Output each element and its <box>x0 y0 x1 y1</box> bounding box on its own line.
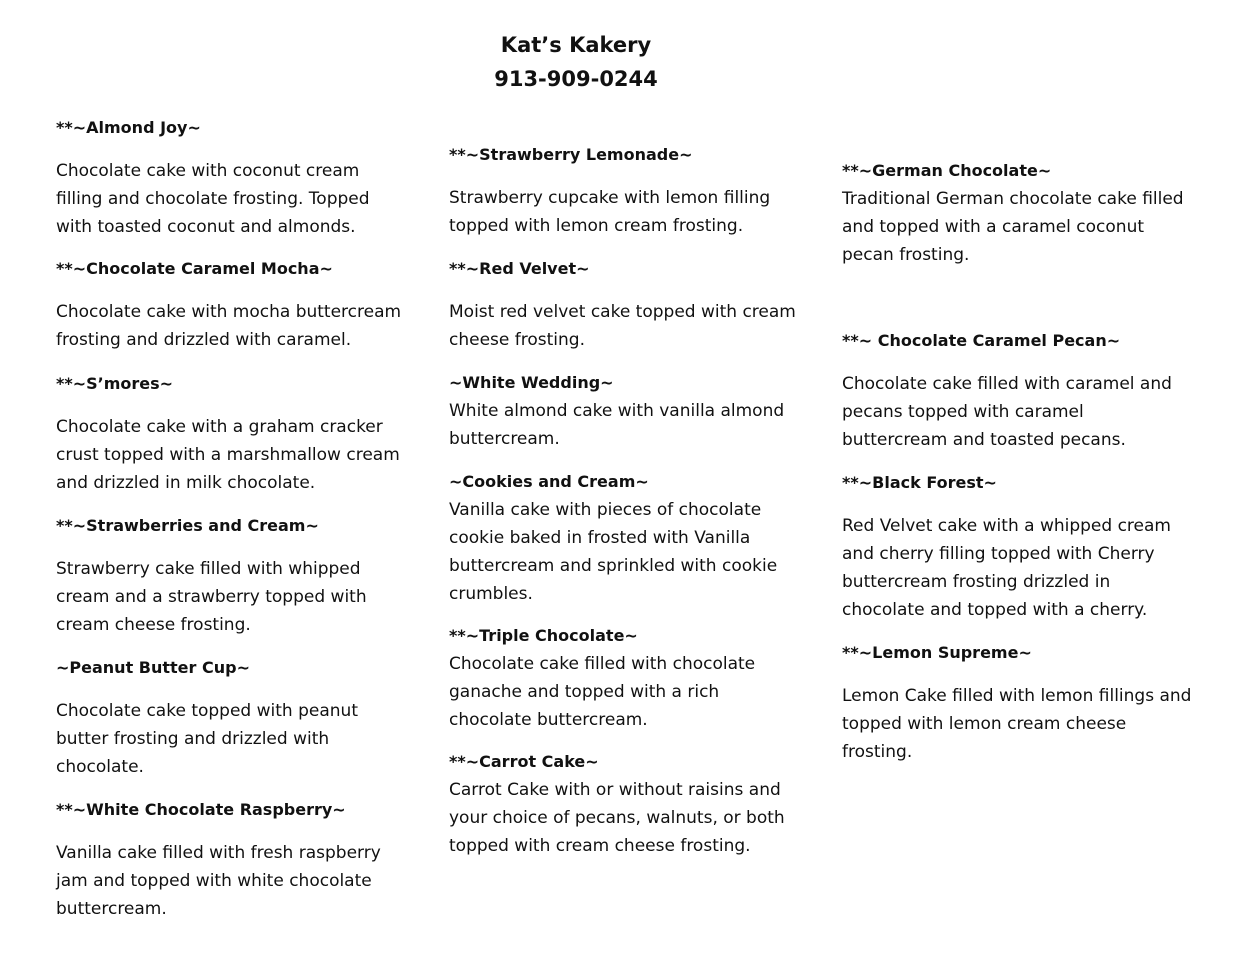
item-description: White almond cake with vanilla almond buttercream. <box>449 401 785 449</box>
menu-item <box>56 512 406 639</box>
item-description: Chocolate cake topped with peanut butter frosting and drizzled with chocolate. <box>56 701 358 777</box>
item-description: Traditional German chocolate cake filled and topped with a caramel coconut pecan frosting. <box>842 189 1184 265</box>
item-description: Vanilla cake filled with fresh raspberry jam and topped with white chocolate buttercream. <box>56 843 381 919</box>
item-description: Carrot Cake with or without raisins and your choice of pecans, walnuts, or both topped with cream cheese frosting. <box>449 780 785 856</box>
menu-item <box>842 469 1192 624</box>
item-name: **~S’mores~ <box>56 374 174 393</box>
item-name: **~Carrot Cake~ <box>449 752 599 771</box>
item-name: **~Triple Chocolate~ <box>449 626 638 645</box>
item-description: Chocolate cake filled with caramel and pecans topped with caramel buttercream and toasted pecans. <box>842 374 1172 450</box>
item-name: **~Lemon Supreme~ <box>842 643 1032 662</box>
item-description: Lemon Cake filled with lemon fillings and topped with lemon cream cheese frosting. <box>842 686 1192 762</box>
item-name: **~Strawberry Lemonade~ <box>449 145 693 164</box>
item-description: Chocolate cake filled with chocolate ganache and topped with a rich chocolate buttercream. <box>449 654 756 730</box>
item-name: **~Almond Joy~ <box>56 118 201 137</box>
menu-item <box>449 369 799 453</box>
item-description: Chocolate cake with a graham cracker crust topped with a marshmallow cream and drizzled in milk chocolate. <box>56 417 400 493</box>
item-name: ~White Wedding~ <box>449 373 614 392</box>
item-name: **~White Chocolate Raspberry~ <box>56 800 346 819</box>
menu-item <box>56 370 406 497</box>
item-name: **~Black Forest~ <box>842 473 997 492</box>
menu-item <box>449 255 799 354</box>
item-description: Red Velvet cake with a whipped cream and cherry filling topped with Cherry buttercream frosting drizzled in chocolate and topped with a cherry. <box>842 516 1171 620</box>
menu-item <box>842 639 1192 766</box>
item-name: **~ Chocolate Caramel Pecan~ <box>842 331 1121 350</box>
item-description: Strawberry cake filled with whipped cream and a strawberry topped with cream cheese frosting. <box>56 559 367 635</box>
item-name: ~Peanut Butter Cup~ <box>56 658 250 677</box>
menu-item <box>56 654 406 781</box>
item-name: ~Cookies and Cream~ <box>449 472 649 491</box>
item-name: **~German Chocolate~ <box>842 161 1052 180</box>
menu-item <box>56 114 406 241</box>
item-name: **~Red Velvet~ <box>449 259 590 278</box>
item-description: Moist red velvet cake topped with cream cheese frosting. <box>449 302 796 350</box>
menu-item <box>56 796 406 923</box>
item-description: Chocolate cake with coconut cream filling and chocolate frosting. Topped with toasted coconut and almonds. <box>56 161 370 237</box>
phone-number: 913-909-0244 <box>494 67 658 91</box>
item-description: Vanilla cake with pieces of chocolate cookie baked in frosted with Vanilla buttercream and sprinkled with cookie crumbles. <box>449 500 778 604</box>
menu-item <box>842 157 1192 269</box>
item-description: Strawberry cupcake with lemon filling topped with lemon cream frosting. <box>449 188 771 236</box>
shop-name: Kat’s Kakery <box>500 33 652 57</box>
item-name: **~Strawberries and Cream~ <box>56 516 319 535</box>
item-description: Chocolate cake with mocha buttercream frosting and drizzled with caramel. <box>56 302 402 350</box>
menu-item <box>842 327 1192 454</box>
menu-item <box>56 255 406 354</box>
item-name: **~Chocolate Caramel Mocha~ <box>56 259 333 278</box>
menu-item <box>449 141 799 240</box>
page-header <box>0 28 1242 96</box>
menu-item <box>449 622 799 734</box>
menu-item <box>449 748 799 860</box>
menu-item <box>449 468 799 608</box>
